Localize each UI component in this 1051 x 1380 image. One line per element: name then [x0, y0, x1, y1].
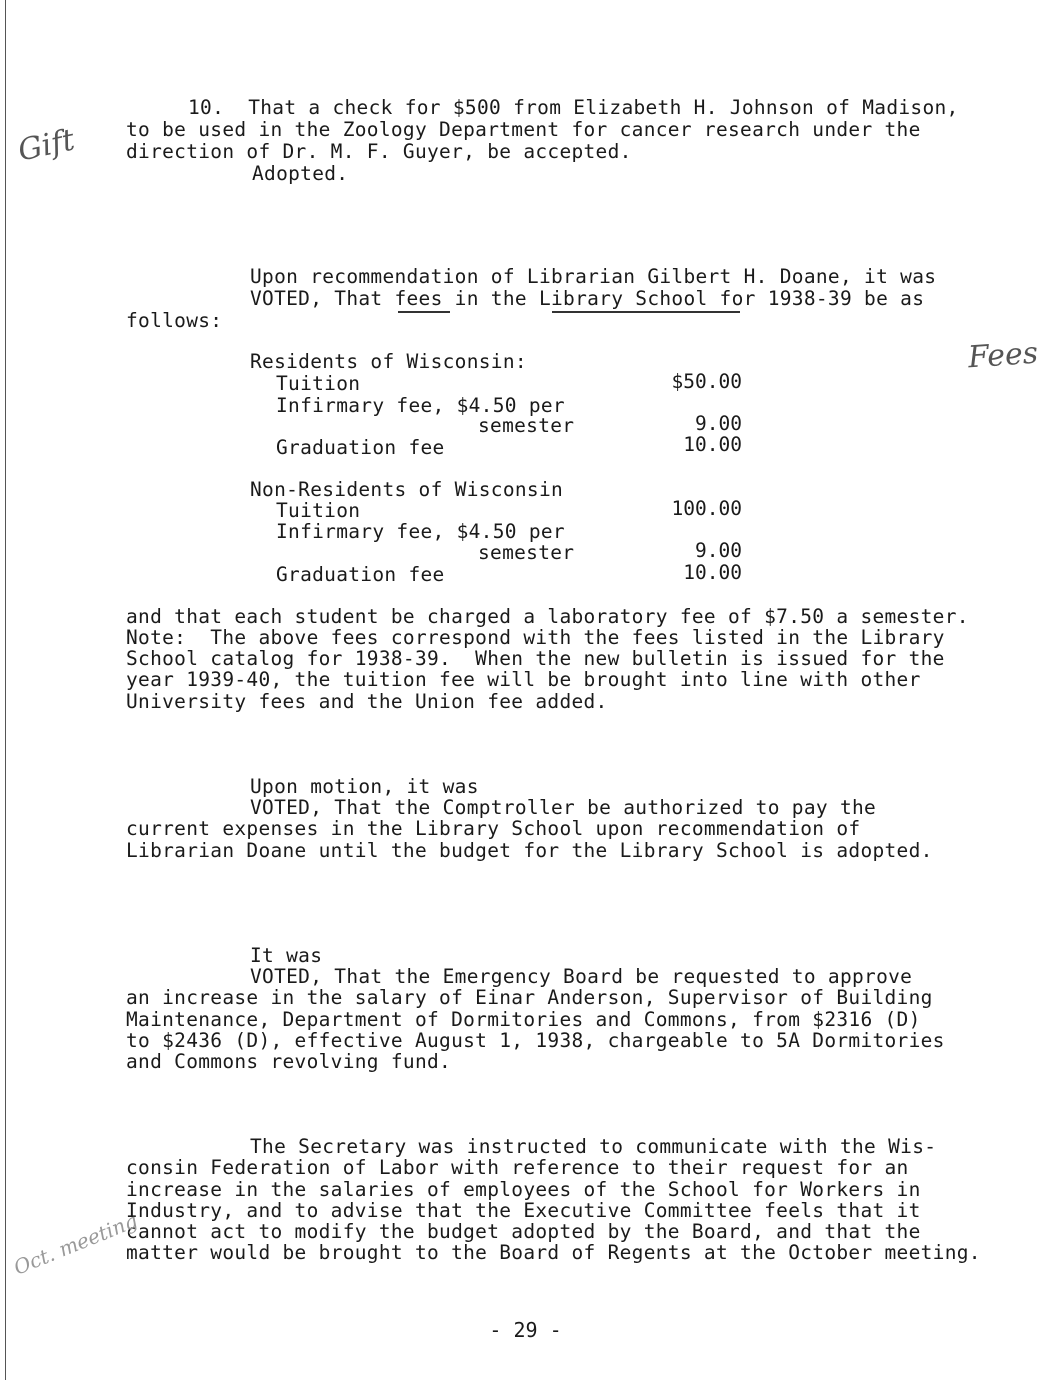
residents-infirmary-value: 9.00	[695, 412, 742, 435]
fees-intro-line-2: VOTED, That fees in the Library School for 1938-39 be as	[250, 287, 925, 310]
fees-underline	[398, 311, 450, 313]
page-number: - 29 -	[489, 1318, 562, 1342]
residents-heading: Residents of Wisconsin:	[250, 350, 527, 373]
emergency-line-4: Maintenance, Department of Dormitories and Commons, from $2316 (D)	[126, 1008, 921, 1031]
emergency-line-6: and Commons revolving fund.	[126, 1050, 452, 1073]
nonresidents-tuition-value: 100.00	[671, 497, 742, 520]
fees-intro-line-1: Upon recommendation of Librarian Gilbert H. Doane, it was	[250, 265, 937, 288]
comptroller-line-2: VOTED, That the Comptroller be authorized to pay the	[250, 796, 877, 819]
emergency-line-5: to $2436 (D), effective August 1, 1938, chargeable to 5A Dormitories	[126, 1029, 945, 1052]
secretary-line-2: consin Federation of Labor with reference to their request for an	[126, 1156, 909, 1179]
residents-graduation-value: 10.00	[683, 433, 742, 456]
comptroller-line-4: Librarian Doane until the budget for the Library School is adopted.	[126, 839, 933, 862]
comptroller-line-1: Upon motion, it was	[250, 775, 479, 798]
nonresidents-graduation-label: Graduation fee	[276, 563, 445, 586]
item10-line-2: to be used in the Zoology Department for cancer research under the	[126, 118, 921, 141]
residents-infirmary-label-2: semester	[478, 414, 575, 437]
residents-infirmary-label: Infirmary fee, $4.50 per	[276, 394, 565, 417]
nonresidents-heading: Non-Residents of Wisconsin	[250, 478, 564, 501]
nonresidents-graduation-value: 10.00	[683, 561, 742, 584]
margin-note-fees: Fees	[966, 335, 1040, 376]
residents-tuition-value: $50.00	[671, 370, 742, 393]
fees-closing-line-4: year 1939-40, the tuition fee will be brought into line with other	[126, 668, 921, 691]
comptroller-line-3: current expenses in the Library School upon recommendation of	[126, 817, 861, 840]
item10-line-1: 10. That a check for $500 from Elizabeth H. Johnson of Madison,	[188, 96, 959, 119]
secretary-line-6: matter would be brought to the Board of Regents at the October meeting.	[126, 1241, 981, 1264]
library-school-underline	[552, 311, 740, 313]
margin-note-gift: Gift	[14, 122, 78, 169]
secretary-line-5: cannot act to modify the budget adopted by the Board, and that the	[126, 1220, 921, 1243]
fees-closing-line-2: Note: The above fees correspond with the fees listed in the Library	[126, 626, 945, 649]
residents-graduation-label: Graduation fee	[276, 436, 445, 459]
emergency-line-1: It was	[250, 944, 323, 967]
fees-closing-line-1: and that each student be charged a laboratory fee of $7.50 a semester.	[126, 605, 969, 628]
emergency-line-2: VOTED, That the Emergency Board be requested to approve	[250, 965, 913, 988]
secretary-line-1: The Secretary was instructed to communicate with the Wis-	[250, 1135, 937, 1158]
nonresidents-tuition-label: Tuition	[276, 499, 361, 522]
residents-tuition-label: Tuition	[276, 372, 361, 395]
nonresidents-infirmary-value: 9.00	[695, 539, 742, 562]
secretary-line-3: increase in the salaries of employees of the School for Workers in	[126, 1178, 921, 1201]
emergency-line-3: an increase in the salary of Einar Anderson, Supervisor of Building	[126, 986, 933, 1009]
item10-adopted: Adopted.	[252, 162, 349, 185]
fees-closing-line-3: School catalog for 1938-39. When the new bulletin is issued for the	[126, 647, 945, 670]
fees-closing-line-5: University fees and the Union fee added.	[126, 690, 608, 713]
margin-note-bottom: Oct. meeting	[10, 1208, 141, 1280]
nonresidents-infirmary-label: Infirmary fee, $4.50 per	[276, 520, 565, 543]
secretary-line-4: Industry, and to advise that the Executive Committee feels that it	[126, 1199, 921, 1222]
page-edge-line	[5, 0, 6, 1380]
item10-line-3: direction of Dr. M. F. Guyer, be accepted.	[126, 140, 632, 163]
fees-intro-line-3: follows:	[126, 309, 223, 332]
nonresidents-infirmary-label-2: semester	[478, 541, 575, 564]
